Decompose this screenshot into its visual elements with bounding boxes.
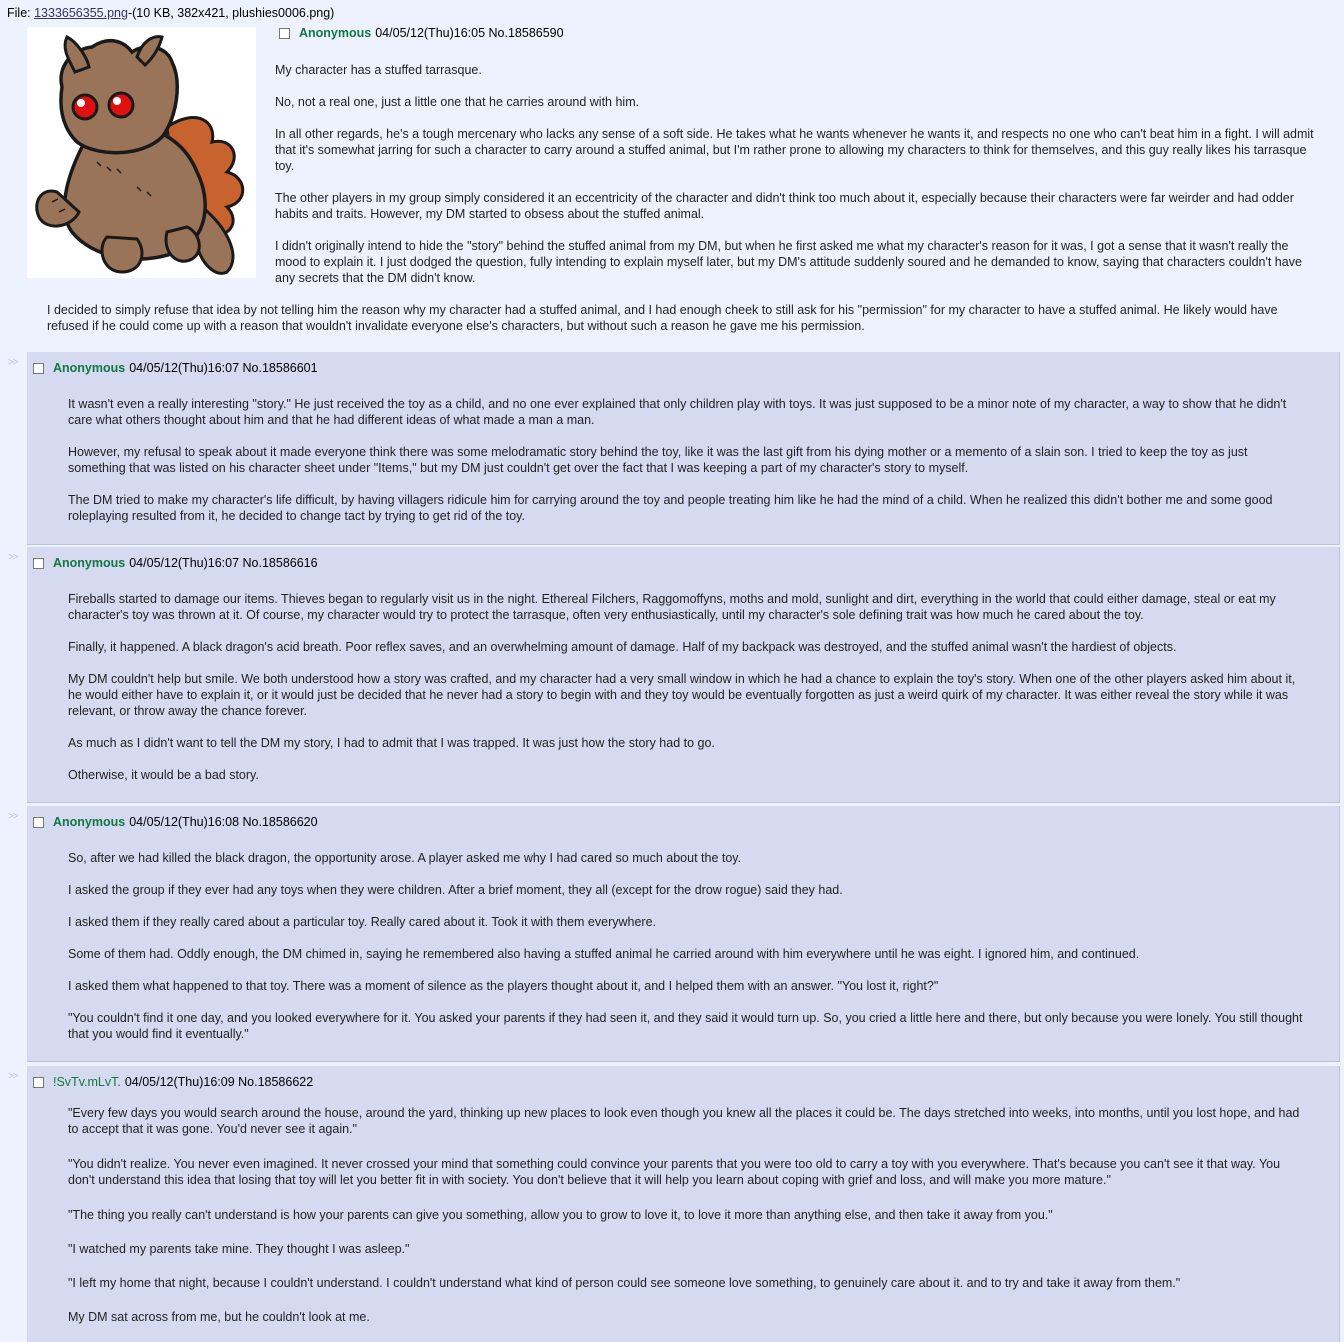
- post-checkbox[interactable]: [33, 558, 44, 569]
- post-paragraph: As much as I didn't want to tell the DM my story, I had to admit that I was trapped. It was just how the story had to go.: [68, 736, 715, 750]
- poster-name[interactable]: Anonymous: [53, 361, 126, 375]
- post-paragraph: "You didn't realize. You never even imagined. It never crossed your mind that something could convince your parents that you were too old to carry a toy with you everywhere. That's because you can't see it that way. You don't understand this idea that losing that toy will let you better fit in with society. You don't believe that it will help you learn about coping with grief and loss, and will make you more mature.": [68, 1157, 1281, 1187]
- post-paragraph: It wasn't even a really interesting "story." He just received the toy as a child, and no one ever explained that only children play with toys. It was just supposed to be a minor note of my character, a way to show that he didn't care what others thought about him and that he had different ideas of what made a man a man.: [68, 397, 1287, 427]
- post-paragraph: The other players in my group simply considered it an eccentricity of the character and didn't think too much about it, especially because their characters were far weirder and had odder habits and traits. However, my DM started to obsess about the stuffed animal.: [275, 191, 1294, 221]
- op-post: [0, 0, 1344, 352]
- poster-name[interactable]: Anonymous: [299, 26, 372, 40]
- reply-arrows: >>: [8, 552, 18, 563]
- reply-arrows: >>: [8, 1071, 18, 1082]
- post-paragraph: "You couldn't find it one day, and you looked everywhere for it. You asked your parents if they had seen it, and they said it would turn up. So, you cried a little here and there, but only because you were lonely. You still thought that you would find it eventually.": [68, 1011, 1303, 1041]
- post-paragraph: I didn't originally intend to hide the "story" behind the stuffed animal from my DM, but when he first asked me what my character's reason for it was, I got a sense that it wasn't really the mood to explain it. I just dodged the question, fully intending to explain myself later, but my DM's attitude suddenly soured and he demanded to know, saying that characters couldn't have any secrets that the DM didn't know.: [275, 239, 1302, 285]
- post-paragraph: I decided to simply refuse that idea by not telling him the reason why my character had a stuffed animal, and I had enough cheek to still ask for his "permission" for my character to have a stuffed animal. He likely would have refused if he could come up with a reason that wouldn't invalidate everyone else's characters, but without such a reason he gave me his permission.: [47, 303, 1278, 333]
- file-details: -(10 KB, 382x421, plushies0006.png): [127, 6, 335, 20]
- stuffed-tarrasque-image: [27, 27, 256, 278]
- post-paragraph: "I left my home that night, because I couldn't understand. I couldn't understand what kind of person could see someone love something, to genuinely care about it. and to try and take it away from them.": [68, 1276, 1181, 1290]
- reply-arrows: >>: [8, 357, 18, 368]
- reply-post: [27, 806, 1340, 1062]
- post-paragraph: Finally, it happened. A black dragon's acid breath. Poor reflex saves, and an overwhelming amount of damage. Half of my backpack was destroyed, and the stuffed animal wasn't the hardiest of objects.: [68, 640, 1177, 654]
- post-checkbox[interactable]: [33, 817, 44, 828]
- poster-name[interactable]: Anonymous: [53, 556, 126, 570]
- post-paragraph: "The thing you really can't understand is how your parents can give you something, allow you to grow to love it, to love it more than anything else, and then take it away from you.": [68, 1208, 1053, 1222]
- post-header: [33, 815, 318, 829]
- post-meta[interactable]: 04/05/12(Thu)16:07 No.18586601: [129, 361, 318, 375]
- reply-post: [27, 1066, 1340, 1342]
- reply-post: [27, 352, 1340, 545]
- poster-tripcode[interactable]: !SvTv.mLvT.: [53, 1075, 121, 1089]
- post-paragraph: "I watched my parents take mine. They thought I was asleep.": [68, 1242, 410, 1256]
- post-checkbox[interactable]: [279, 28, 290, 39]
- post-checkbox[interactable]: [33, 1077, 44, 1088]
- post-meta[interactable]: 04/05/12(Thu)16:09 No.18586622: [124, 1075, 314, 1089]
- post-paragraph: I asked the group if they ever had any toys when they were children. After a brief moment, they all (except for the drow rogue) said they had.: [68, 883, 843, 897]
- post-paragraph: No, not a real one, just a little one that he carries around with him.: [275, 95, 640, 109]
- post-paragraph: My DM sat across from me, but he couldn't look at me.: [68, 1310, 370, 1324]
- post-paragraph: Otherwise, it would be a bad story.: [68, 768, 259, 782]
- post-header: [33, 556, 318, 570]
- post-meta[interactable]: 04/05/12(Thu)16:08 No.18586620: [129, 815, 318, 829]
- post-paragraph: Some of them had. Oddly enough, the DM chimed in, saying he remembered also having a stuffed animal he carried around with him everywhere until he was eight. I ignored him, and continued.: [68, 947, 1140, 961]
- post-paragraph: My character has a stuffed tarrasque.: [275, 63, 482, 77]
- poster-name[interactable]: Anonymous: [53, 815, 126, 829]
- file-prefix: File:: [7, 6, 35, 20]
- post-meta[interactable]: 04/05/12(Thu)16:05 No.18586590: [375, 26, 564, 40]
- post-paragraph: I asked them what happened to that toy. There was a moment of silence as the players thought about it, and I helped them with an answer. "You lost it, right?": [68, 979, 939, 993]
- post-checkbox[interactable]: [33, 363, 44, 374]
- post-paragraph: Fireballs started to damage our items. Thieves began to regularly visit us in the night. Ethereal Filchers, Raggomoffyns, moths and mold, sunlight and dirt, everything in the world that could either damage, steal or eat my character's toy was thrown at it. Of course, my character would try to protect the tarrasque, often very enthusiastically, until my character's sole defining trait was how much he cared about the toy.: [68, 592, 1276, 622]
- reply-arrows: >>: [8, 811, 18, 822]
- post-thumbnail[interactable]: [27, 27, 256, 278]
- post-header: [279, 26, 564, 40]
- post-paragraph: My DM couldn't help but smile. We both understood how a story was crafted, and my character had a very small window in which he had a chance to explain the toy's story. When one of the other players asked him about it, he would either have to explain it, or it would just be decided that he never had a story to begin with and they toy would be eventually forgotten as just a weird quirk of my character. It was either reveal the story while it was relevant, or throw away the chance forever.: [68, 672, 1296, 718]
- post-paragraph: "Every few days you would search around the house, around the yard, thinking up new places to look even though you knew all the places it could be. The days stretched into weeks, into months, until you lost hope, and had to accept that it was gone. You'd never see it again.": [68, 1106, 1300, 1136]
- reply-post: [27, 547, 1340, 803]
- post-meta[interactable]: 04/05/12(Thu)16:07 No.18586616: [129, 556, 318, 570]
- post-paragraph: In all other regards, he's a tough mercenary who lacks any sense of a soft side. He takes what he wants whenever he wants it, and respects no one who can't beat him in a fight. I will admit that it's somewhat jarring for such a character to carry around a stuffed animal, but I'm rather prone to allowing my characters to think for themselves, and this guy really likes his tarrasque toy.: [275, 127, 1314, 173]
- post-header: [33, 1075, 313, 1089]
- post-paragraph: However, my refusal to speak about it made everyone think there was some melodramatic story behind the toy, like it was the last gift from his dying mother or a memento of a slain son. I tried to keep the toy as just something that was listed on his character sheet under "Items," but my DM just couldn't get over the fact that I was keeping a part of my character's story to myself.: [68, 445, 1248, 475]
- post-header: [33, 361, 318, 375]
- file-info: [7, 6, 334, 20]
- post-paragraph: The DM tried to make my character's life difficult, by having villagers ridicule him for carrying around the toy and people treating him like he had the mind of a child. When he realized this didn't bother me and some good roleplaying resulted from it, he decided to change tact by trying to get rid of the toy.: [68, 493, 1273, 523]
- post-paragraph: I asked them if they really cared about a particular toy. Really cared about it. Took it with them everywhere.: [68, 915, 657, 929]
- file-link[interactable]: 1333656355.png: [34, 6, 128, 20]
- post-paragraph: So, after we had killed the black dragon, the opportunity arose. A player asked me why I had cared so much about the toy.: [68, 851, 742, 865]
